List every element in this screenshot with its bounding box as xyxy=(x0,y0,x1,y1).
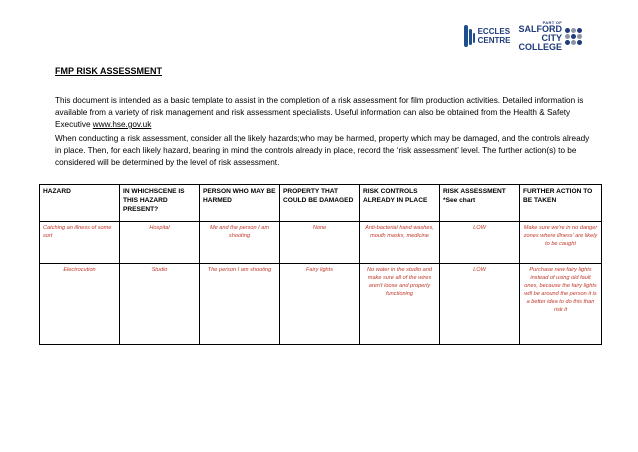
cell-risk-controls: Anti-bacterial hand washes, mouth masks, medicine xyxy=(360,222,440,264)
salford-city-college-logo xyxy=(518,20,582,52)
cell-property: None xyxy=(280,222,360,264)
header-person: PERSON WHO MAY BE HARMED xyxy=(200,185,280,222)
cell-risk-assessment: LOW xyxy=(440,222,520,264)
salford-logo-part-of: PART OF xyxy=(542,20,562,25)
salford-logo-line1: SALFORD xyxy=(518,24,562,34)
cell-risk-controls: No water in the studio and make sure all of the wires aren't loose and properly functioning xyxy=(360,264,440,345)
header-scene: IN WHICHSCENE IS THIS HAZARD PRESENT? xyxy=(120,185,200,222)
risk-assessment-table xyxy=(39,184,602,345)
table-header-row xyxy=(40,185,602,222)
eccles-centre-logo xyxy=(464,23,511,49)
table-row xyxy=(40,264,602,345)
cell-hazard: Catching an illness of some sort xyxy=(40,222,120,264)
cell-scene: Studio xyxy=(120,264,200,345)
cell-hazard: Electrocution xyxy=(40,264,120,345)
header-logos xyxy=(464,20,582,52)
header-risk-assessment: RISK ASSESSMENT *See chart xyxy=(440,185,520,222)
eccles-logo-line2: CENTRE xyxy=(477,36,511,45)
hse-link[interactable]: www.hse.gov.uk xyxy=(92,120,152,129)
eccles-logo-line1: ECCLES xyxy=(477,27,511,36)
header-property: PROPERTY THAT COULD BE DAMAGED xyxy=(280,185,360,222)
table-row xyxy=(40,222,602,264)
header-risk-controls: RISK CONTROLS ALREADY IN PLACE xyxy=(360,185,440,222)
salford-dots-icon xyxy=(565,28,582,45)
cell-risk-assessment: LOW xyxy=(440,264,520,345)
cell-further-action: Make sure we're in no danger zones where illness' are likely to be caught xyxy=(520,222,602,264)
cell-person: The person I am shooting xyxy=(200,264,280,345)
salford-logo-line3: COLLEGE xyxy=(518,42,562,52)
header-hazard: HAZARD xyxy=(40,185,120,222)
salford-logo-line2: CITY xyxy=(541,33,562,43)
cell-person: Me and the person I am shooting xyxy=(200,222,280,264)
instructions-paragraph: When conducting a risk assessment, consider all the likely hazards;who may be harmed, property which may be damaged, and the controls already in place. Then, for each likely hazard, bearing in mind the controls already in place, record the ‘risk assessment’ level. The further action(s) to be considered will be determined by the level of risk assessment. xyxy=(55,134,590,167)
cell-scene: Hospital xyxy=(120,222,200,264)
intro-paragraph xyxy=(55,95,595,131)
cell-further-action: Purchase new fairy lights instead of using old fault ones, because the fairy lights will be around the person it is a better idea to do this than risk it xyxy=(520,264,602,345)
document-title: FMP RISK ASSESSMENT xyxy=(55,66,163,76)
eccles-swoosh-icon xyxy=(464,23,476,49)
cell-property: Fairy lights xyxy=(280,264,360,345)
header-further-action: FURTHER ACTION TO BE TAKEN xyxy=(520,185,602,222)
intro-text: This document is intended as a basic template to assist in the completion of a risk assessment for film production activities. Detailed information is available from a variety of risk management and risk assessment specialists. Useful information can also be obtained from the Health & Safety Executive xyxy=(55,96,584,129)
